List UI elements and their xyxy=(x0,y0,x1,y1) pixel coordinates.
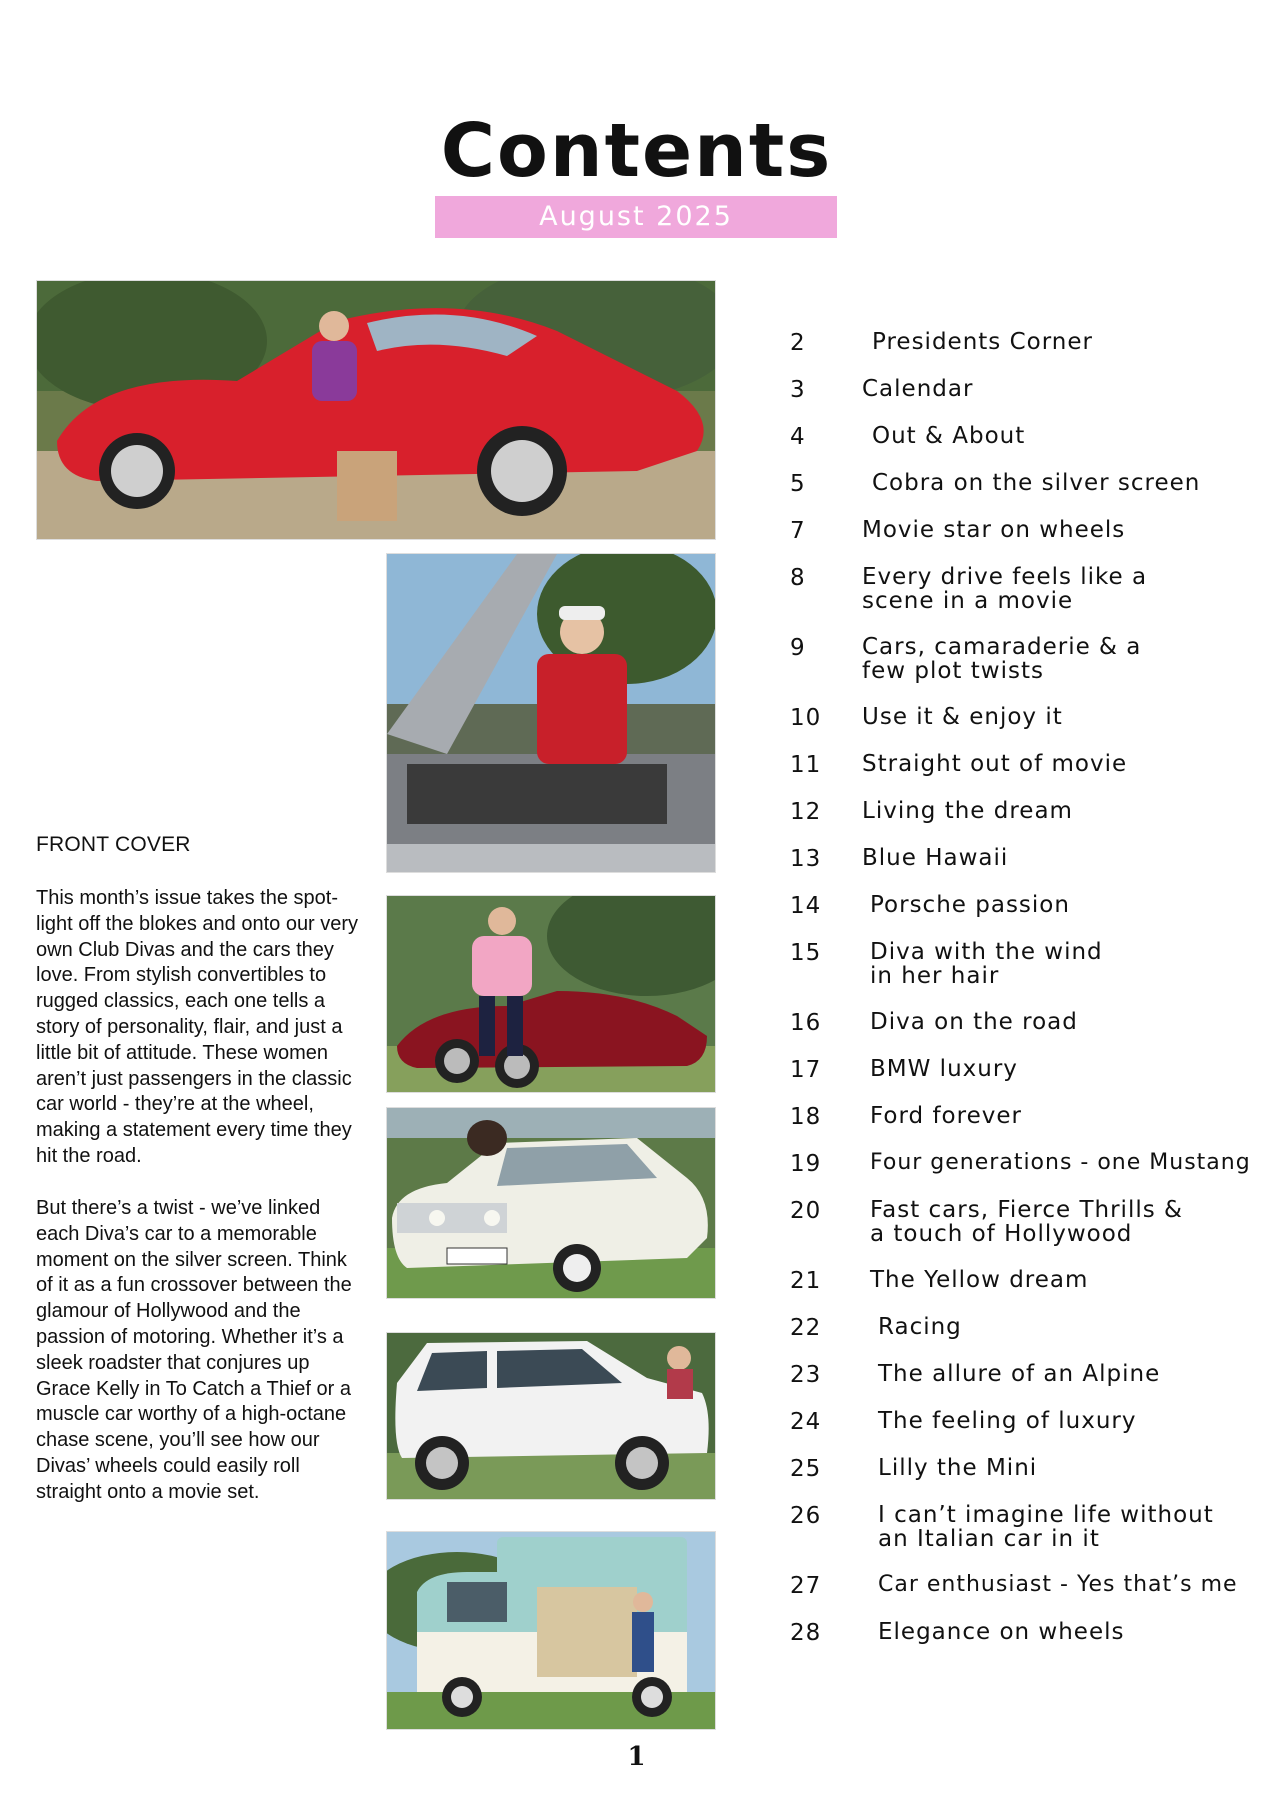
toc-page-number: 22 xyxy=(790,1315,822,1341)
toc-title: Cars, camaraderie & a few plot twists xyxy=(862,634,1142,684)
toc-title: Four generations - one Mustang xyxy=(870,1150,1251,1175)
toc-title: Presidents Corner xyxy=(872,329,1093,355)
toc-title: The allure of an Alpine xyxy=(878,1361,1161,1387)
front-cover-paragraph: This month’s issue takes the spot-light off the blokes and onto our very own Club Divas and the cars they love. From stylish convertibles to rugged classics, each one tells a story of personality, flair, and just a little bit of attitude. These women aren’t just passengers in the classic car world - they’re at the wheel, making a statement every time they hit the road. xyxy=(36,887,359,1167)
toc-title: Diva with the wind in her hair xyxy=(870,939,1103,989)
toc-page-number: 10 xyxy=(790,705,822,731)
engine-bay-photo xyxy=(386,553,716,873)
toc-page-number: 12 xyxy=(790,799,822,825)
toc-page-number: 25 xyxy=(790,1456,822,1482)
toc-title: Cobra on the silver screen xyxy=(872,470,1201,496)
toc-page-number: 18 xyxy=(790,1104,822,1130)
toc-title: Diva on the road xyxy=(870,1009,1078,1035)
toc-title: Elegance on wheels xyxy=(878,1619,1125,1645)
toc-page-number: 11 xyxy=(790,752,822,778)
front-cover-paragraph: But there’s a twist - we’ve linked each Diva’s car to a memorable moment on the silver screen. Think of it as a fun crossover between the glamour of Hollywood and the passion of motoring. Whether it’s a sleek roadster that conjures up Grace Kelly in To Catch a Thief or a muscle car worthy of a high-octane chase scene, you’ll see how our Divas’ wheels could easily roll straight onto a movie set. xyxy=(36,1197,352,1503)
toc-title: Out & About xyxy=(872,423,1026,449)
page-number: 1 xyxy=(627,1742,646,1772)
toc-title: The Yellow dream xyxy=(870,1267,1089,1293)
toc-title: Ford forever xyxy=(870,1103,1022,1129)
issue-date-banner: August 2025 xyxy=(435,196,837,238)
toc-title: Racing xyxy=(878,1314,962,1340)
toc-title: Fast cars, Fierce Thrills & a touch of Hollywood xyxy=(870,1197,1183,1247)
toc-page-number: 2 xyxy=(790,330,806,356)
toc-title: Blue Hawaii xyxy=(862,845,1009,871)
toc-page-number: 16 xyxy=(790,1010,822,1036)
toc-page-number: 20 xyxy=(790,1198,822,1224)
toc-page-number: 3 xyxy=(790,377,806,403)
toc-page-number: 26 xyxy=(790,1503,822,1529)
toc-page-number: 15 xyxy=(790,940,822,966)
toc-page-number: 5 xyxy=(790,471,806,497)
toc-page-number: 24 xyxy=(790,1409,822,1435)
toc-page-number: 13 xyxy=(790,846,822,872)
page-title: Contents xyxy=(440,108,833,194)
toc-page-number: 9 xyxy=(790,635,806,661)
toc-page-number: 4 xyxy=(790,424,806,450)
kombi-van-photo xyxy=(386,1531,716,1730)
toc-page-number: 19 xyxy=(790,1151,822,1177)
toc-page-number: 21 xyxy=(790,1268,822,1294)
white-falcon-photo xyxy=(386,1107,716,1299)
red-e-type-jaguar-photo xyxy=(36,280,716,540)
toc-page-number: 7 xyxy=(790,518,806,544)
toc-title: BMW luxury xyxy=(870,1056,1018,1082)
toc-page-number: 27 xyxy=(790,1573,822,1599)
toc-title: Living the dream xyxy=(862,798,1073,824)
toc-title: Lilly the Mini xyxy=(878,1455,1038,1481)
toc-page-number: 14 xyxy=(790,893,822,919)
white-suv-photo xyxy=(386,1332,716,1500)
red-dino-photo xyxy=(386,895,716,1093)
toc-title: Use it & enjoy it xyxy=(862,704,1063,730)
toc-page-number: 23 xyxy=(790,1362,822,1388)
toc-page-number: 8 xyxy=(790,565,806,591)
toc-page-number: 28 xyxy=(790,1620,822,1646)
toc-title: I can’t imagine life without an Italian car in it xyxy=(878,1502,1214,1552)
toc-title: Every drive feels like a scene in a movie xyxy=(862,564,1148,614)
front-cover-heading: FRONT COVER xyxy=(36,833,191,856)
toc-title: Calendar xyxy=(862,376,974,402)
toc-title: Straight out of movie xyxy=(862,751,1128,777)
toc-title: Movie star on wheels xyxy=(862,517,1126,543)
toc-title: Porsche passion xyxy=(870,892,1070,918)
toc-page-number: 17 xyxy=(790,1057,822,1083)
toc-title: The feeling of luxury xyxy=(878,1408,1137,1434)
toc-title: Car enthusiast - Yes that’s me xyxy=(878,1572,1238,1597)
